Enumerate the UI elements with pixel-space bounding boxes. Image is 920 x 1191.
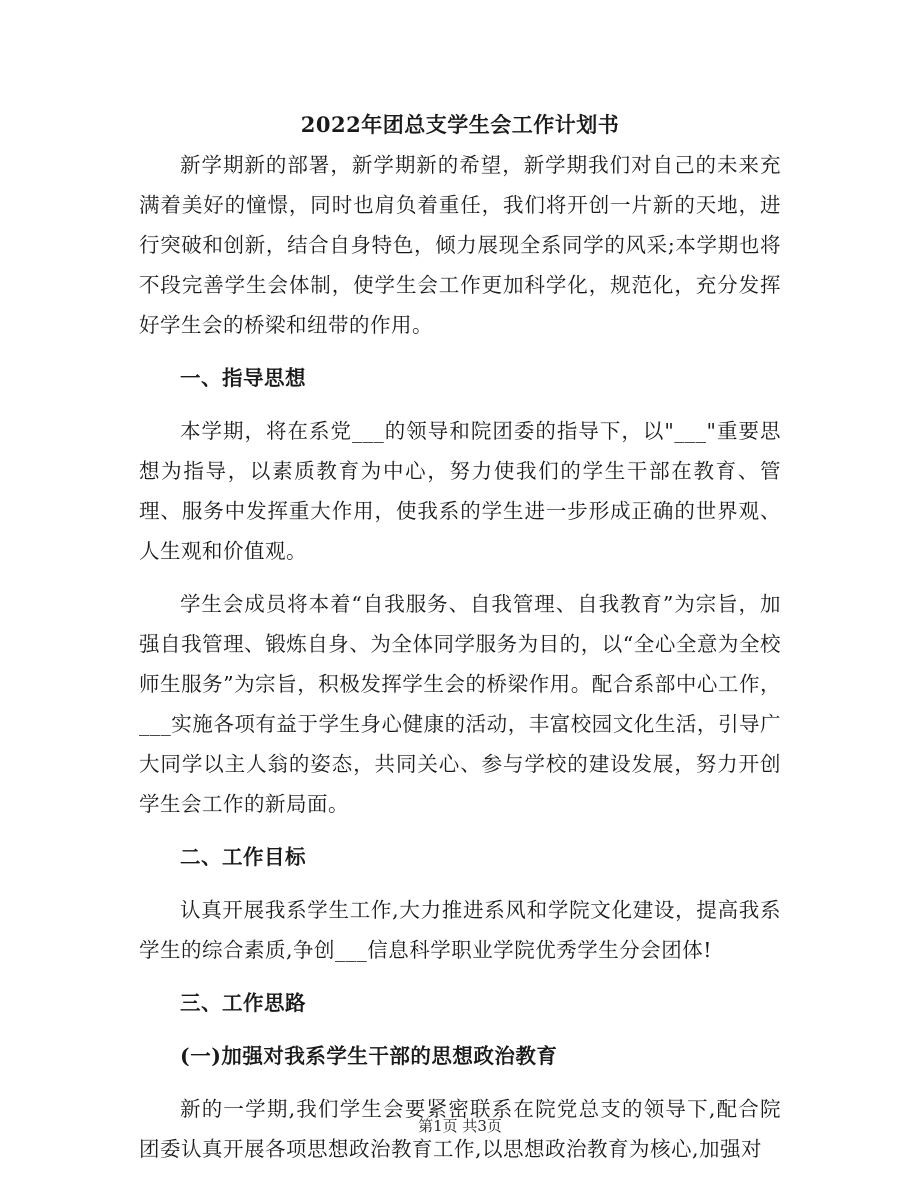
document-body [139, 145, 781, 1169]
paragraph-gap [139, 824, 781, 837]
political-education-paragraph: 新的一学期,我们学生会要紧密联系在院党总支的领导下,配合院团委认真开展各项思想政治教育工作,以思想政治教育为核心,加强对 [139, 1097, 781, 1161]
paragraph-gap [139, 1076, 781, 1089]
subsection-heading-political-education: (一)加强对我系学生干部的思想政治教育 [180, 1044, 558, 1068]
section-heading-guiding-ideology: 一、指导思想 [180, 366, 306, 390]
paragraph-gap [139, 970, 781, 983]
student-union-principles-paragraph: 学生会成员将本着“自我服务、自我管理、自我教育”为宗旨，加强自我管理、锻炼自身、为全体同学服务为目的，以“全心全意为全校师生服务”为宗旨，积极发挥学生会的桥梁作用。配合系部中心工作，___实施各项有益于学生身心健康的活动，丰富校园文化生活，引导广大同学以主人翁的姿态，共同关心、参与学校的建设发展，努力开创学生会工作的新局面。 [139, 592, 781, 816]
paragraph-gap [139, 877, 781, 890]
guiding-ideology-paragraph: 本学期，将在系党___的领导和院团委的指导下，以"___"重要思想为指导，以素质教育为中心，努力使我们的学生干部在教育、管理、服务中发挥重大作用，使我系的学生进一步形成正确的世界观、人生观和价值观。 [139, 419, 781, 563]
paragraph-gap [139, 345, 781, 358]
document-title: 2022年团总支学生会工作计划书 [300, 112, 620, 137]
paragraph-gap [139, 571, 781, 584]
work-goals-paragraph: 认真开展我系学生工作,大力推进系风和学院文化建设，提高我系学生的综合素质,争创___信息科学职业学院优秀学生分会团体! [139, 898, 781, 962]
paragraph-gap [139, 1023, 781, 1036]
page-number-footer: 第1页 共3页 [418, 1117, 502, 1135]
paragraph-gap [139, 398, 781, 411]
intro-paragraph: 新学期新的部署，新学期新的希望，新学期我们对自己的未来充满着美好的憧憬，同时也肩负着重任，我们将开创一片新的天地，进行突破和创新，结合自身特色，倾力展现全系同学的风采;本学期也将不段完善学生会体制，使学生会工作更加科学化，规范化，充分发挥好学生会的桥梁和纽带的作用。 [139, 153, 781, 337]
section-heading-work-approach: 三、工作思路 [180, 991, 306, 1015]
section-heading-work-goals: 二、工作目标 [180, 845, 306, 869]
